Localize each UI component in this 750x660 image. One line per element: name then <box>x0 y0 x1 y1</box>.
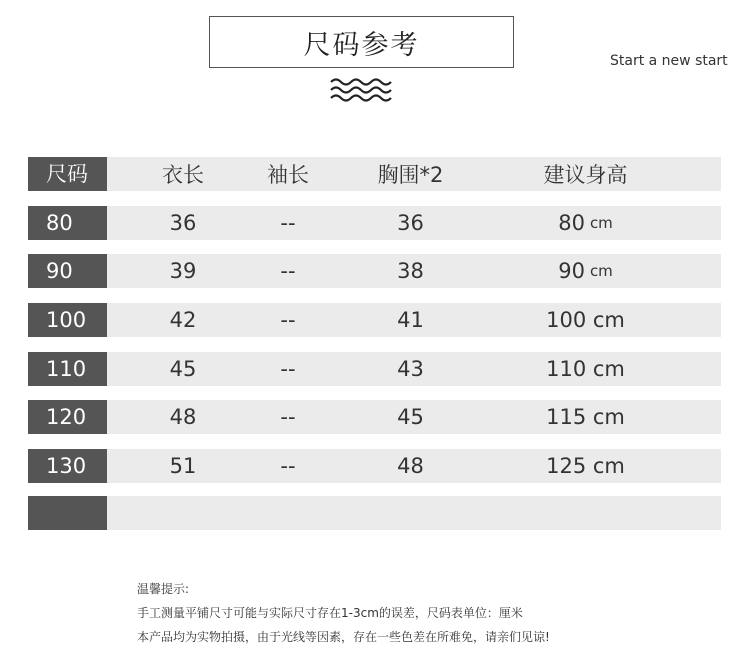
chest-cell: 45 <box>397 405 424 429</box>
height-value: 125 <box>546 454 587 478</box>
sleeve-cell: -- <box>280 259 296 283</box>
chest-cell: 41 <box>397 308 424 332</box>
height-cell <box>518 206 653 240</box>
notes-line-1: 手工测量平铺尺寸可能与实际尺寸存在1-3cm的误差，尺码表单位：厘米 <box>137 606 523 620</box>
chest-cell: 48 <box>397 454 424 478</box>
table-row <box>28 400 721 434</box>
size-cell <box>28 496 107 530</box>
height-value: 80 <box>558 211 585 235</box>
sleeve-cell: -- <box>280 454 296 478</box>
empty-table-row <box>28 496 721 530</box>
size-cell: 80 <box>28 206 107 240</box>
sleeve-cell: -- <box>280 308 296 332</box>
height-unit: cm <box>589 214 613 232</box>
height-value: 115 <box>546 405 587 429</box>
height-value: 110 <box>546 357 587 381</box>
sleeve-cell: -- <box>280 211 296 235</box>
chest-cell: 43 <box>397 357 424 381</box>
length-cell: 48 <box>169 405 197 429</box>
notes-heading: 温馨提示: <box>137 582 190 596</box>
table-header-row <box>28 157 721 191</box>
table-row <box>28 206 721 240</box>
table-row <box>28 352 721 386</box>
table-row <box>28 254 721 288</box>
length-cell: 45 <box>169 357 197 381</box>
header-height: 建议身高 <box>543 163 628 187</box>
height-cell <box>518 303 653 337</box>
notes <box>137 577 550 649</box>
notes-line-2: 本产品均为实物拍摄，由于光线等因素，存在一些色差在所难免，请亲们见谅! <box>137 630 550 644</box>
length-cell: 36 <box>169 211 197 235</box>
length-cell: 39 <box>169 259 197 283</box>
length-cell: 51 <box>169 454 197 478</box>
height-unit: cm <box>592 405 625 429</box>
height-unit: cm <box>592 357 625 381</box>
height-unit: cm <box>592 454 625 478</box>
height-unit: cm <box>589 262 613 280</box>
chest-cell: 36 <box>397 211 424 235</box>
size-cell: 120 <box>28 400 107 434</box>
size-cell: 100 <box>28 303 107 337</box>
length-cell: 42 <box>169 308 197 332</box>
table-row <box>28 449 721 483</box>
sleeve-cell: -- <box>280 357 296 381</box>
height-cell <box>518 352 653 386</box>
height-value: 100 <box>546 308 587 332</box>
wave-lines-icon <box>329 77 393 103</box>
table-row <box>28 303 721 337</box>
size-cell: 110 <box>28 352 107 386</box>
header-size: 尺码 <box>28 157 107 191</box>
chest-cell: 38 <box>397 259 424 283</box>
height-unit: cm <box>592 308 625 332</box>
row-background <box>107 496 721 530</box>
size-cell: 90 <box>28 254 107 288</box>
height-cell <box>518 400 653 434</box>
height-value: 90 <box>558 259 585 283</box>
sleeve-cell: -- <box>280 405 296 429</box>
height-cell <box>518 254 653 288</box>
height-cell <box>518 449 653 483</box>
title-box <box>209 16 514 68</box>
size-cell: 130 <box>28 449 107 483</box>
page-title: 尺码参考 <box>303 29 420 61</box>
header-chest: 胸围*2 <box>377 163 444 187</box>
tagline: Start a new start <box>610 53 728 69</box>
header-length: 衣长 <box>162 163 204 187</box>
header-sleeve: 袖长 <box>267 163 309 187</box>
